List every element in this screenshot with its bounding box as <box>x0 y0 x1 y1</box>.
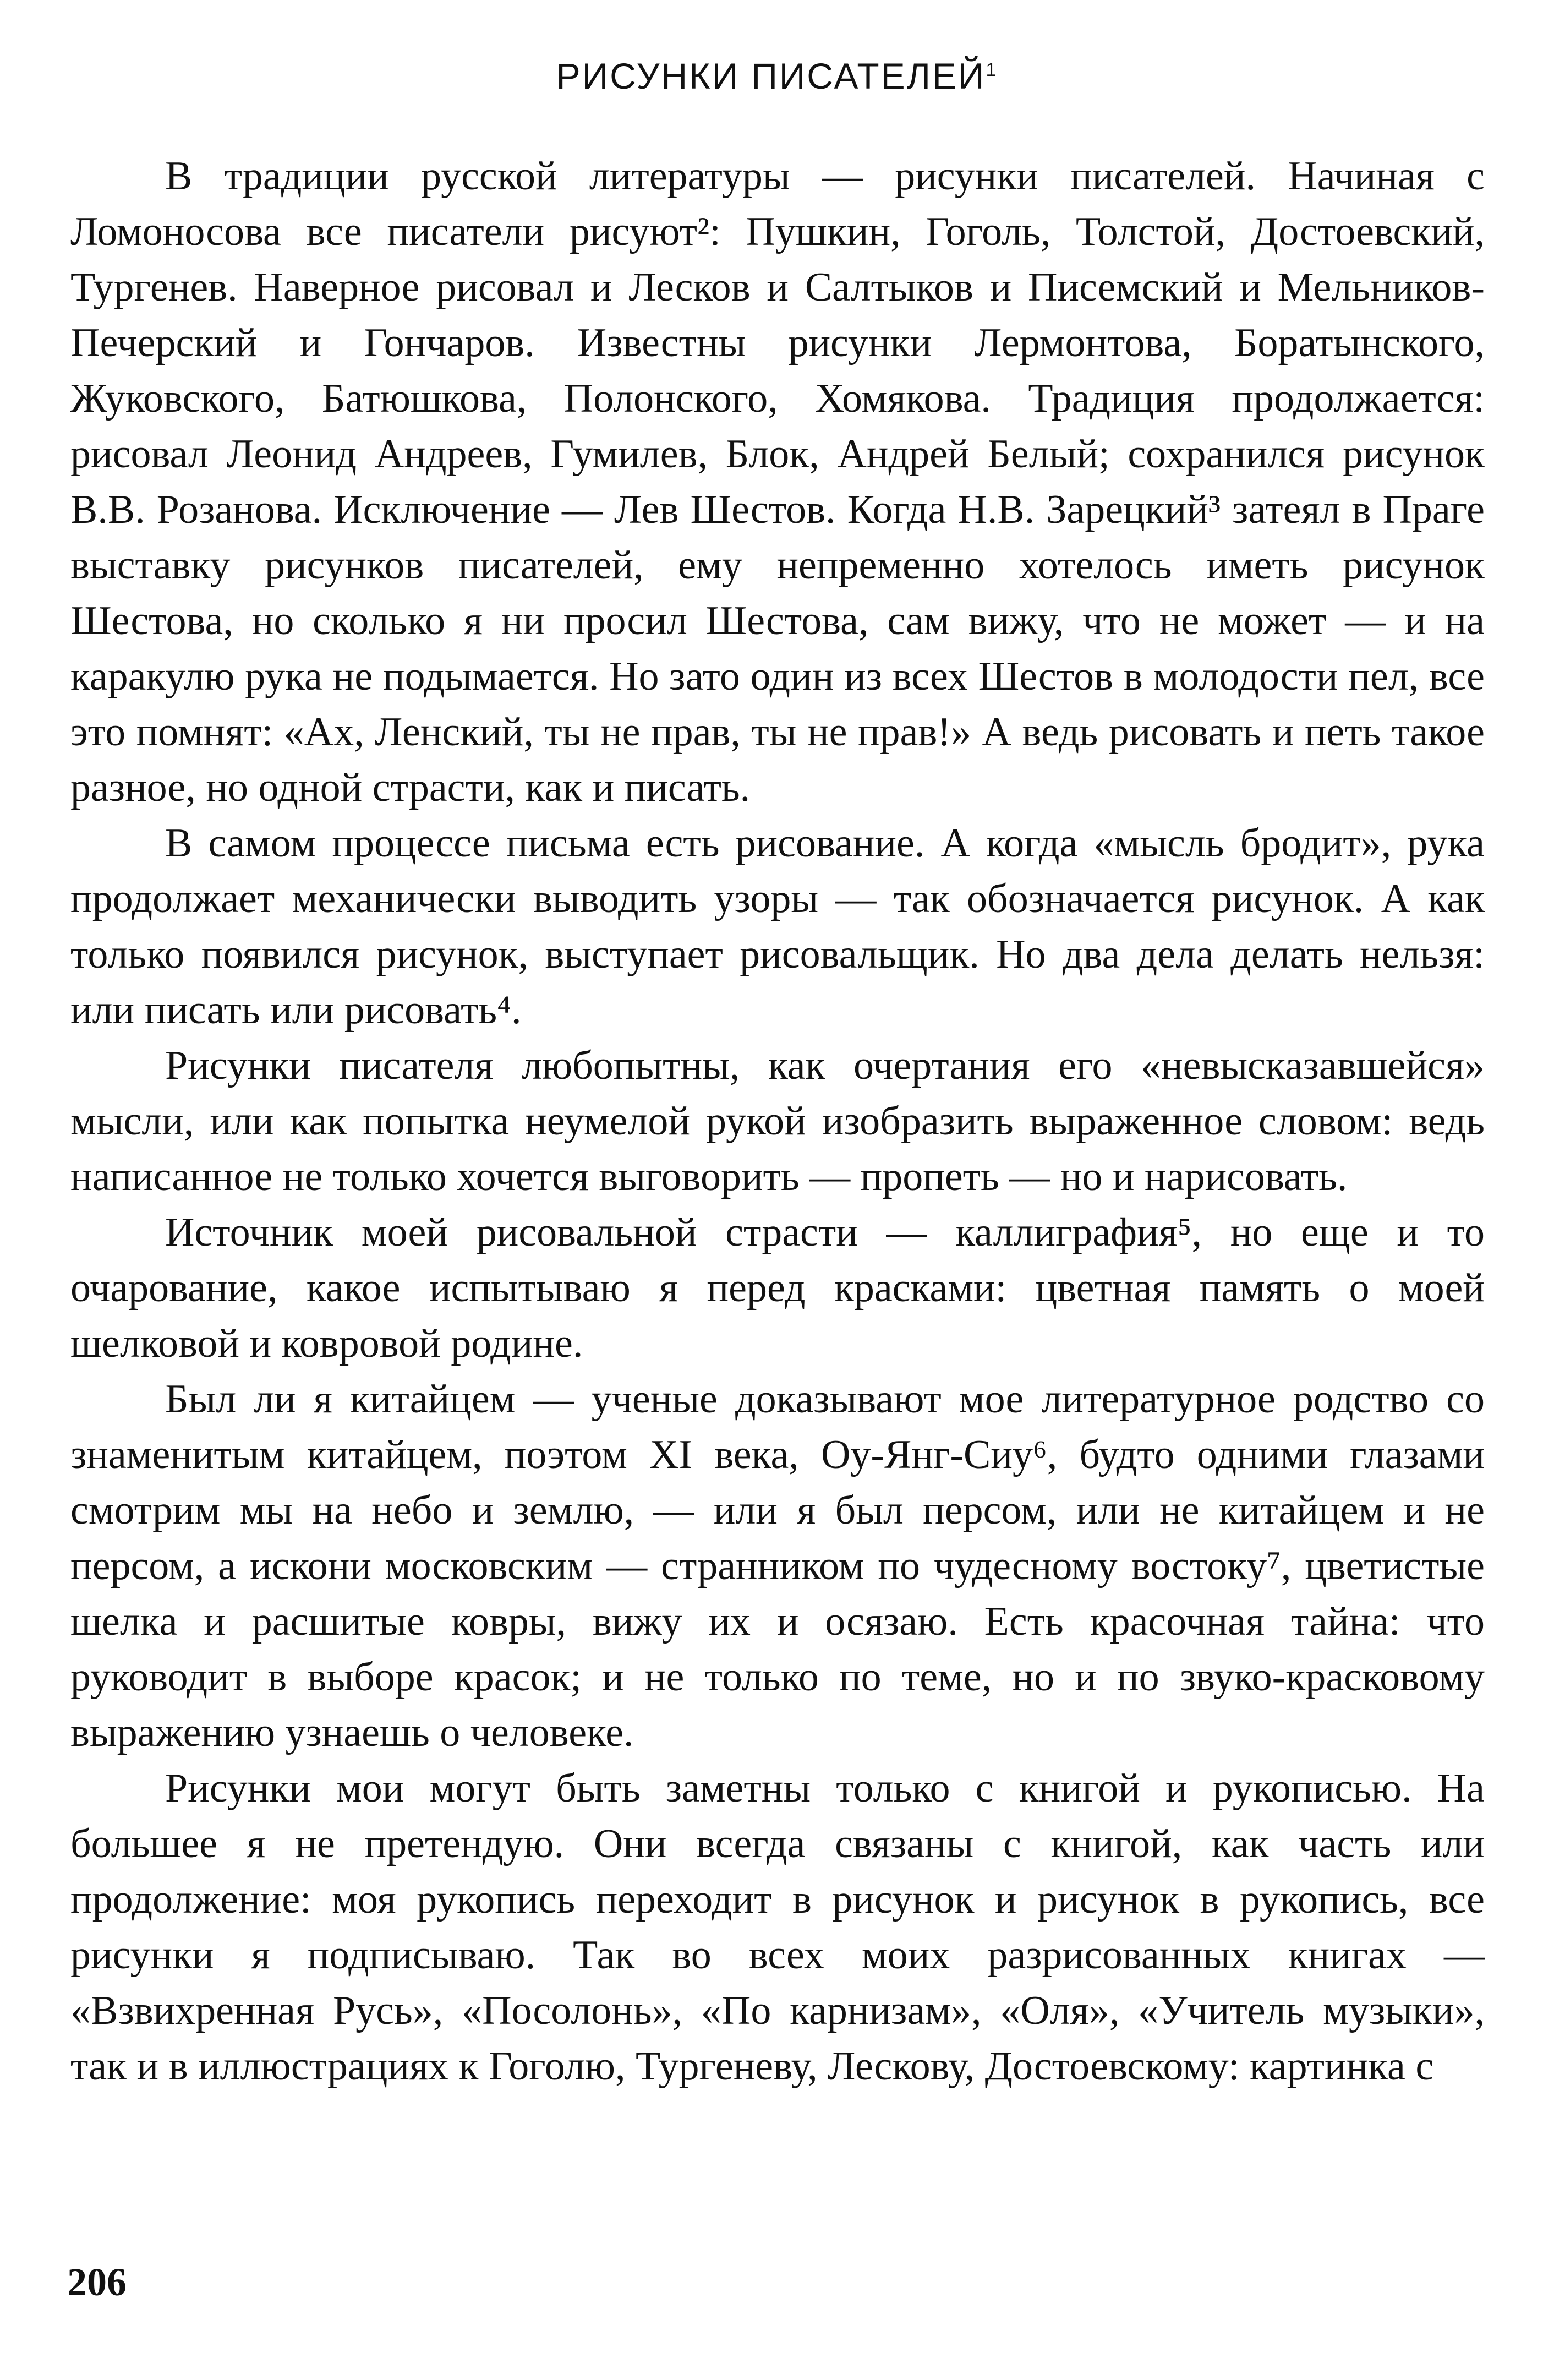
paragraph: В самом процессе письма есть рисование. А когда «мысль бродит», рука продолжает механически выводить узоры — так обозначается рисунок. А как только появился рисунок, выступает рисовальщик. Но два дела делать нельзя: или писать или рисовать⁴. <box>70 821 1485 1033</box>
paragraph: Рисунки мои могут быть заметны только с книгой и рукописью. На большее я не претендую. Они всегда связаны с книгой, как часть или продолжение: моя рукопись переходит в рисунок и рисунок в рукопись, все рисунки я подписываю. Так во всех моих разрисованных книгах — «Взвихренная Русь», «Посолонь», «По карнизам», «Оля», «Учитель музыки», так и в иллюстрациях к Гоголю, Тургеневу, Лескову, Достоевскому: картинка с <box>70 1766 1485 2089</box>
chapter-title-text: РИСУНКИ ПИСАТЕЛЕЙ <box>556 56 986 96</box>
body-text <box>70 149 1485 2094</box>
page-number: 206 <box>67 2260 127 2304</box>
paragraph: Был ли я китайцем — ученые доказывают мое литературное родство со знаменитым китайцем, поэтом XI века, Оу-Янг-Сиу⁶, будто одними глазами смотрим мы на небо и землю, — или я был персом, или не китайцем и не персом, а искони московским — странником по чудесному востоку⁷, цветистые шелка и расшитые ковры, вижу их и осязаю. Есть красочная тайна: что руководит в выборе красок; и не только по теме, но и по звуко-красковому выражению узнаешь о человеке. <box>70 1377 1485 1755</box>
chapter-title <box>0 55 1554 97</box>
paragraph: Источник моей рисовальной страсти — каллиграфия⁵, но еще и то очарование, какое испытываю я перед красками: цветная память о моей шелковой и ковровой родине. <box>70 1210 1485 1366</box>
paragraph: В традиции русской литературы — рисунки писателей. Начиная с Ломоносова все писатели рисуют²: Пушкин, Гоголь, Толстой, Достоевский, Тургенев. Наверное рисовал и Лесков и Салтыков и Писемский и Мельников-Печерский и Гончаров. Известны рисунки Лермонтова, Боратынского, Жуковского, Батюшкова, Полонского, Хомякова. Традиция продолжается: рисовал Леонид Андреев, Гумилев, Блок, Андрей Белый; сохранился рисунок В.В. Розанова. Исключение — Лев Шестов. Когда Н.В. Зарецкий³ затеял в Праге выставку рисунков писателей, ему непременно хотелось иметь рисунок Шестова, но сколько я ни просил Шестова, сам вижу, что не может — и на каракулю рука не подымается. Но зато один из всех Шестов в молодости пел, все это помнят: «Ах, Ленский, ты не прав, ты не прав!» А ведь рисовать и петь такое разное, но одной страсти, как и писать. <box>70 154 1485 810</box>
paragraph: Рисунки писателя любопытны, как очертания его «невысказавшейся» мысли, или как попытка неумелой рукой изобразить выраженное словом: ведь написанное не только хочется выговорить — пропеть — но и нарисовать. <box>70 1043 1485 1199</box>
footnote-marker: 1 <box>986 59 998 80</box>
